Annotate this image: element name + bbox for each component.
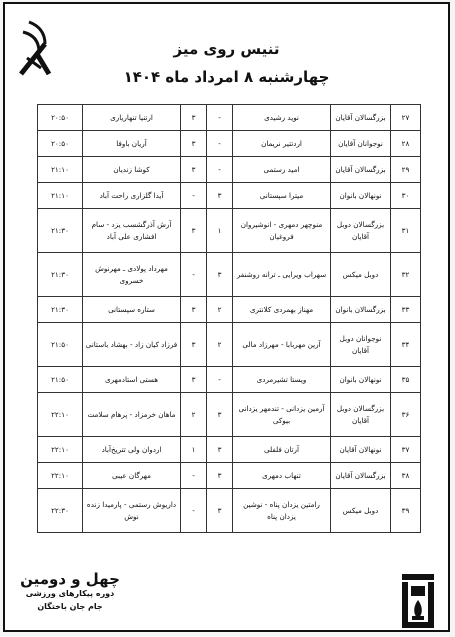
player-one: آرمین یزدانی - تندمهر یزدانی بیوکی (233, 393, 331, 437)
player-two: فرزاد کیان زاد - بهشاد باستانی (83, 323, 181, 367)
score-two: ۳ (181, 323, 207, 367)
category: بزرگسالان بانوان (331, 297, 391, 323)
category: بزرگسالان آقایان (331, 463, 391, 489)
player-two: ماهان خرمزاد - پرهام سلامت (83, 393, 181, 437)
category: نوجوانان آقایان (331, 131, 391, 157)
table-row (38, 393, 421, 437)
match-number: ۳۰ (391, 183, 421, 209)
match-time: ۲۲:۳۰ (38, 489, 83, 533)
player-one: سهراب ویرایی ـ ترانه روشنفر (233, 253, 331, 297)
brand-line-2: دوره پیکارهای ورزشی (25, 589, 115, 598)
player-two: کوشا زندیان (83, 157, 181, 183)
match-time: ۲۲:۱۰ (38, 437, 83, 463)
player-one: اردتتیر نریمان (233, 131, 331, 157)
player-one: امید رستمی (233, 157, 331, 183)
match-schedule-table (37, 104, 421, 533)
table-row (38, 437, 421, 463)
player-two: آریان باوفا (83, 131, 181, 157)
score-two: ۳ (181, 367, 207, 393)
category: بزرگسالان آقایان (331, 157, 391, 183)
player-one: تنهاب دمهری (233, 463, 331, 489)
table-row (38, 105, 421, 131)
category: بزرگسالان آقایان (331, 105, 391, 131)
table-row (38, 131, 421, 157)
score-one: - (207, 131, 233, 157)
player-one: نوید رشیدی (233, 105, 331, 131)
match-time: ۲۱:۳۰ (38, 253, 83, 297)
match-number: ۳۷ (391, 437, 421, 463)
event-date: چهارشنبه ۸ امرداد ماه ۱۴۰۴ (123, 68, 330, 86)
player-two: آیدا گلزاری راحت آباد (83, 183, 181, 209)
player-one: میترا سپستانی (233, 183, 331, 209)
match-number: ۳۱ (391, 209, 421, 253)
category: دوبل میکس (331, 489, 391, 533)
brand-line-3: جام جان باختگان (37, 601, 103, 611)
page-title: تنیس روی میز (173, 40, 280, 58)
match-time: ۲۱:۳۰ (38, 209, 83, 253)
player-two: اردوان ولی تتریخ‌آباد (83, 437, 181, 463)
player-two: هستی استادمهری (83, 367, 181, 393)
flame-emblem-icon (400, 570, 436, 630)
score-one: ۳ (207, 463, 233, 489)
score-two: - (181, 253, 207, 297)
score-one: ۳ (207, 437, 233, 463)
score-one: ۳ (207, 489, 233, 533)
match-time: ۲۰:۵۰ (38, 105, 83, 131)
score-two: - (181, 183, 207, 209)
player-one: رامتین یزدان پناه - نوشین یزدان پناه (233, 489, 331, 533)
match-number: ۲۹ (391, 157, 421, 183)
category: بزرگسالان دوبل آقایان (331, 209, 391, 253)
category: نونهالان بانوان (331, 183, 391, 209)
score-two: ۲ (181, 393, 207, 437)
match-number: ۳۲ (391, 253, 421, 297)
player-one: آرتان فلفلی (233, 437, 331, 463)
score-one: ۱ (207, 209, 233, 253)
player-one: ویستا تشیرمردی (233, 367, 331, 393)
category: نونهالان آقایان (331, 437, 391, 463)
score-one: - (207, 157, 233, 183)
player-one: مهناز بهمردی کلانتری (233, 297, 331, 323)
table-row (38, 323, 421, 367)
score-two: ۳ (181, 131, 207, 157)
score-one: ۲ (207, 297, 233, 323)
score-two: - (181, 489, 207, 533)
score-one: ۳ (207, 253, 233, 297)
table-row (38, 253, 421, 297)
score-two: ۳ (181, 157, 207, 183)
match-number: ۳۶ (391, 393, 421, 437)
player-one: آرین مهربابا - مهرزاد مالی (233, 323, 331, 367)
match-time: ۲۲:۱۰ (38, 463, 83, 489)
match-time: ۲۲:۱۰ (38, 393, 83, 437)
score-two: ۳ (181, 297, 207, 323)
table-row (38, 209, 421, 253)
match-time: ۲۱:۱۰ (38, 157, 83, 183)
score-two: ۳ (181, 105, 207, 131)
match-time: ۲۱:۱۰ (38, 183, 83, 209)
table-row (38, 183, 421, 209)
score-one: ۳ (207, 183, 233, 209)
brand-line-1: چهل و دومین (20, 570, 120, 588)
player-two: آرش آذرگشسب یزد - سام افشاری علی آباد (83, 209, 181, 253)
player-two: ارتنیا تنهاریاری (83, 105, 181, 131)
match-number: ۲۷ (391, 105, 421, 131)
score-two: ۱ (181, 437, 207, 463)
category: نونهالان بانوان (331, 367, 391, 393)
match-number: ۳۸ (391, 463, 421, 489)
score-two: ۳ (181, 209, 207, 253)
player-two: مهرگان عیبی (83, 463, 181, 489)
match-time: ۲۰:۵۰ (38, 131, 83, 157)
table-row (38, 489, 421, 533)
match-time: ۲۱:۳۰ (38, 297, 83, 323)
category: بزرگسالان دوبل آقایان (331, 393, 391, 437)
player-two: مهرداد پولادی ـ مهرنوش خسروی (83, 253, 181, 297)
category: دوبل میکس (331, 253, 391, 297)
score-two: - (181, 463, 207, 489)
table-row (38, 157, 421, 183)
score-one: - (207, 367, 233, 393)
player-one: منوچهر دمهری - انوشیروان فروغیان (233, 209, 331, 253)
score-one: ۳ (207, 393, 233, 437)
match-number: ۳۹ (391, 489, 421, 533)
player-two: ستاره سپستانی (83, 297, 181, 323)
score-one: - (207, 105, 233, 131)
match-time: ۲۱:۵۰ (38, 367, 83, 393)
category: نوجوانان دوبل آقایان (331, 323, 391, 367)
match-number: ۳۵ (391, 367, 421, 393)
match-number: ۲۸ (391, 131, 421, 157)
table-row (38, 463, 421, 489)
match-number: ۳۳ (391, 297, 421, 323)
score-one: ۲ (207, 323, 233, 367)
footer-brand (15, 570, 125, 612)
player-two: داریوش رستمی - پارمیدا زنده نوش (83, 489, 181, 533)
match-number: ۳۴ (391, 323, 421, 367)
table-row (38, 297, 421, 323)
match-time: ۲۱:۵۰ (38, 323, 83, 367)
table-row (38, 367, 421, 393)
